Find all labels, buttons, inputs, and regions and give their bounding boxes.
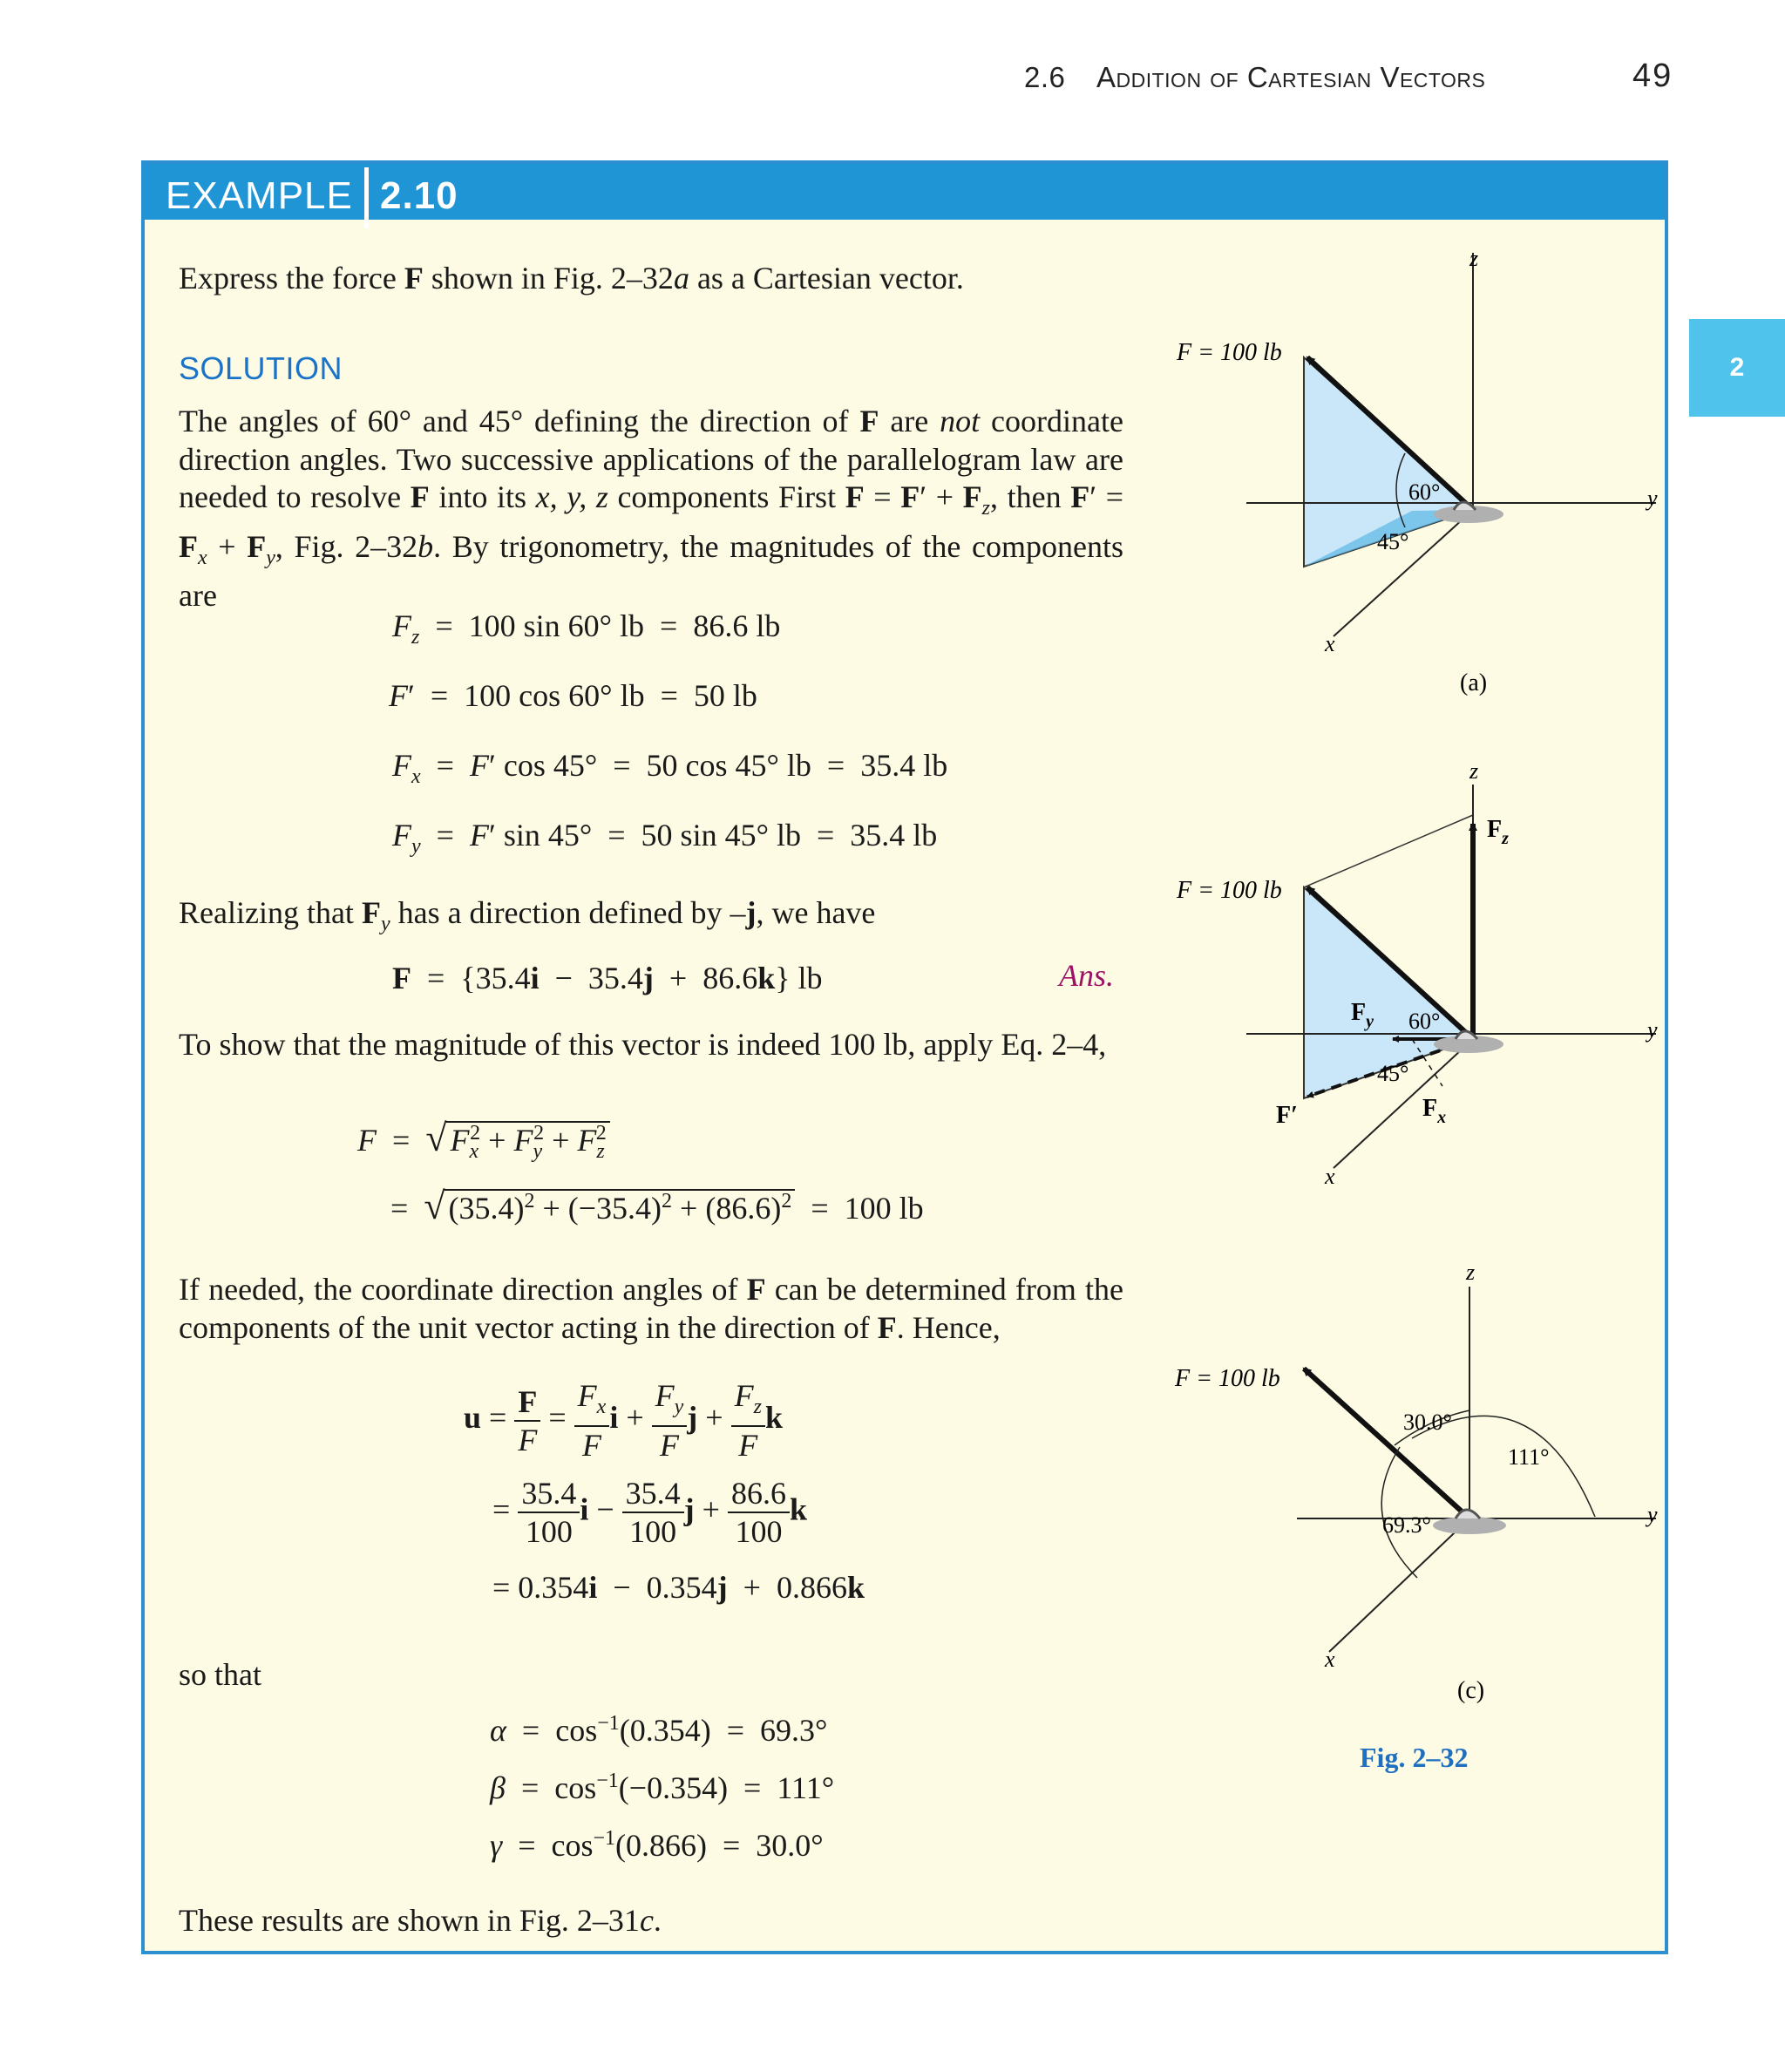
panel-a-angle-45: 45° — [1377, 529, 1409, 554]
panel-a-angle-60: 60° — [1408, 479, 1441, 505]
panel-b-fprime-label: F′ — [1276, 1102, 1298, 1129]
panel-b-force-label: F = 100 lb — [1177, 877, 1282, 904]
result-equation: F = {35.4i − 35.4j + 86.6k} lb — [392, 961, 823, 995]
panel-a-force-label: F = 100 lb — [1177, 339, 1282, 366]
magnitude-eq-2: = √ $(35.4)^2 + (-35.4)^2 + (86.6)^2 = 100$ lb — [390, 1185, 924, 1227]
unit-vector-eq-1: u = $\frac{F}{F}$ = $\frac{F_x}{F}$ i + $\frac{F_y}{F}$ j + $\frac{F_z}{F}$ k — [464, 1378, 783, 1464]
direction-text: If needed, the coordinate direction angles of F can be determined from the components of the unit vector acting in the direction of F. Hence, — [179, 1272, 1124, 1345]
unit-vector-eq-2: = $\frac{35.4}{100}$ i − $\frac{35.4}{100}$ j + $\frac{86.6}{100}$ k — [492, 1476, 807, 1549]
panel-c-force-label: F = 100 lb — [1175, 1365, 1280, 1392]
magnitude-eq-1: F = √ $F_x^2 + F_y^2 + F_z^2$ — [357, 1116, 610, 1164]
page-number: 49 — [1632, 58, 1673, 94]
closing-text: These results are shown in Fig. 2–31c. — [179, 1903, 662, 1938]
panel-c-z-label: z — [1466, 1260, 1476, 1285]
panel-b-fx-label: $F_x$ — [1422, 1095, 1447, 1127]
equation-fx: $F_x = F'$ cos 45° = 50 cos 45° lb = 35.4 lb — [392, 748, 948, 789]
realizing-text: Realizing that $F_y$ has a direction defined by –j, we have — [179, 895, 876, 936]
problem-statement: Express the force F shown in Fig. 2–32a as a Cartesian vector. — [179, 261, 964, 296]
equation-fy: $F_y = F'$ sin 45° = 50 sin 45° lb = 35.4 lb — [392, 818, 938, 859]
panel-b — [1176, 758, 1658, 1189]
panel-b-fy-label: $F_y$ — [1351, 999, 1374, 1031]
example-label: EXAMPLE — [166, 174, 353, 217]
panel-b-y-label: y — [1647, 1017, 1658, 1043]
panel-c — [1174, 1260, 1658, 1704]
example-separator — [364, 167, 369, 228]
unit-vector-eq-3: = 0.354i − 0.354j + 0.866k — [492, 1570, 865, 1605]
panel-c-y-label: y — [1647, 1502, 1658, 1527]
angle-gamma-eq: $\gamma = \cos^{-1}(0.866) = 30.0^\circ$ — [490, 1827, 824, 1863]
panel-b-x-label: x — [1325, 1164, 1335, 1189]
panel-c-caption: (c) — [1457, 1677, 1485, 1704]
panel-a-z-label: z — [1469, 246, 1479, 271]
panel-b-angle-60: 60° — [1408, 1009, 1441, 1034]
figure-caption: Fig. 2–32 — [1360, 1742, 1469, 1773]
panel-a-y-label: y — [1647, 486, 1658, 511]
panel-c-angle-alpha: 69.3° — [1382, 1512, 1431, 1538]
panel-c-x-label: x — [1325, 1647, 1335, 1672]
example-number: 2.10 — [380, 174, 458, 217]
section-title: Addition of Cartesian Vectors — [1096, 61, 1486, 93]
panel-a-caption: (a) — [1460, 669, 1488, 696]
panel-b-angle-45: 45° — [1377, 1061, 1409, 1086]
panel-b-z-label: z — [1469, 758, 1479, 784]
angle-alpha-eq: $\alpha = \cos^{-1}(0.354) = 69.3^\circ$ — [490, 1712, 828, 1748]
magnitude-text: To show that the magnitude of this vector is indeed 100 lb, apply Eq. 2–4, — [179, 1027, 1107, 1062]
so-that-text: so that — [179, 1657, 261, 1692]
figure-2-32 — [1150, 244, 1673, 1778]
ans-label: Ans. — [1059, 958, 1114, 993]
equation-fprime: F′ = 100 cos 60° lb = 50 lb — [389, 678, 757, 713]
chapter-tab: 2 — [1689, 319, 1785, 417]
panel-c-angle-beta: 111° — [1508, 1444, 1550, 1470]
section-number: 2.6 — [1024, 61, 1066, 93]
panel-b-fz-label: $F_z$ — [1487, 816, 1509, 848]
panel-a-x-label: x — [1325, 631, 1335, 656]
equation-fz: $F_z = 100$ sin 60° lb = 86.6 lb — [392, 608, 781, 649]
example-header-bar — [145, 164, 1665, 220]
solution-paragraph: The angles of 60° and 45° defining the direction of F are not coordinate direction angles. Two successive applications of the parallelogram law are needed to resolve F into its x, y, z components First $F = F' + F_z$, then $F' = F_x + F_y$, Fig. 2–32b. By trigonometry, the magnitudes of the components are — [179, 404, 1124, 614]
panel-c-angle-gamma: 30.0° — [1403, 1410, 1452, 1435]
panel-a — [1176, 246, 1658, 696]
solution-heading: SOLUTION — [179, 350, 343, 386]
angle-beta-eq: $\beta = \cos^{-1}(-0.354) = 111^\circ$ — [490, 1770, 835, 1805]
